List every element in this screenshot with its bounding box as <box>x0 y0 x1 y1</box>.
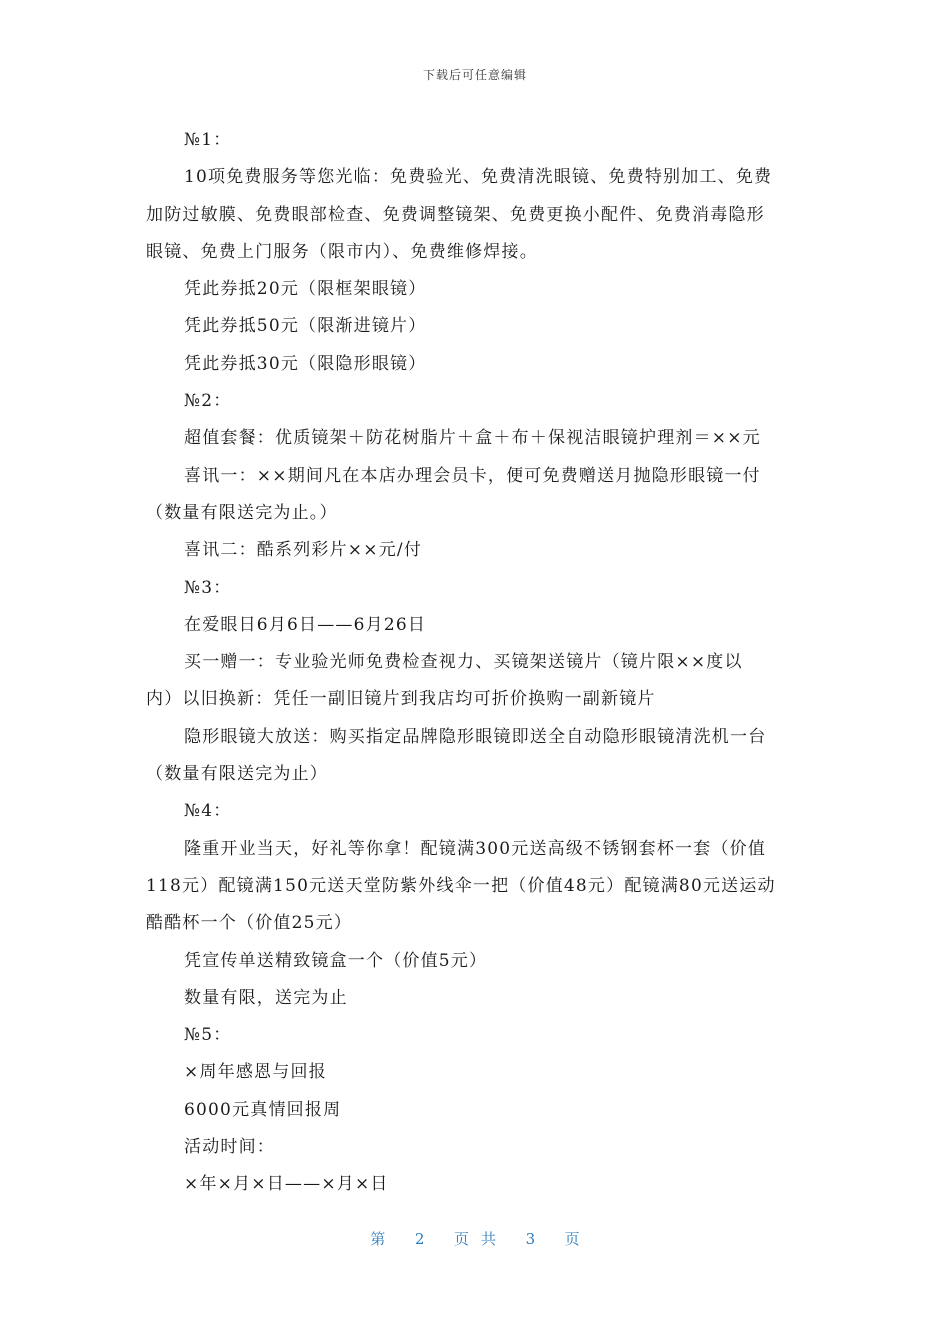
paragraph-line: 118元）配镜满150元送天堂防紫外线伞一把（价值48元）配镜满80元送运动 <box>146 875 776 896</box>
paragraph-line: 酷酷杯一个（价值25元） <box>146 913 353 934</box>
paragraph-line: 10项免费服务等您光临：免费验光、免费清洗眼镜、免费特别加工、免费 <box>184 167 773 188</box>
paragraph-line: 眼镜、免费上门服务（限市内）、免费维修焊接。 <box>146 241 538 262</box>
voucher-line: 凭此券抵50元（限渐进镜片） <box>184 316 427 337</box>
paragraph-line: 隐形眼镜大放送：购买指定品牌隐形眼镜即送全自动隐形眼镜清洗机一台 <box>184 726 767 747</box>
page-footer <box>0 1228 950 1249</box>
paragraph-line: 加防过敏膜、免费眼部检查、免费调整镜架、免费更换小配件、免费消毒隐形 <box>146 204 765 225</box>
section-heading-5: №5： <box>184 1025 232 1046</box>
voucher-line: 凭此券抵20元（限框架眼镜） <box>184 279 427 300</box>
section-heading-4: №4： <box>184 801 232 822</box>
page-suffix: 页 <box>564 1230 580 1248</box>
paragraph-line: ×年×月×日——×月×日 <box>184 1174 389 1195</box>
header-note: 下载后可任意编辑 <box>422 68 527 82</box>
paragraph-line: 在爱眼日6月6日——6月26日 <box>184 614 427 635</box>
paragraph-line: 内）以旧换新：凭任一副旧镜片到我店均可折价换购一副新镜片 <box>146 689 656 710</box>
paragraph-line: （数量有限送完为止） <box>146 764 328 785</box>
paragraph-line: 喜讯一：××期间凡在本店办理会员卡，便可免费赠送月抛隐形眼镜一付 <box>184 465 761 486</box>
page-mid: 页共 <box>453 1230 508 1248</box>
document-body <box>146 122 806 1204</box>
paragraph-line: 活动时间： <box>184 1137 275 1158</box>
paragraph-line: 凭宣传单送精致镜盒一个（价值5元） <box>184 950 488 971</box>
paragraph-line: 喜讯二：酷系列彩片××元/付 <box>184 540 423 561</box>
paragraph-line: （数量有限送完为止。） <box>146 502 338 523</box>
paragraph-line: 6000元真情回报周 <box>184 1099 342 1120</box>
paragraph-line: 超值套餐：优质镜架＋防花树脂片＋盒＋布＋保视洁眼镜护理剂＝××元 <box>184 428 761 449</box>
paragraph-line: 买一赠一：专业验光师免费检查视力、买镜架送镜片（镜片限××度以 <box>184 652 743 673</box>
paragraph-line: 隆重开业当天，好礼等你拿！配镜满300元送高级不锈钢套杯一套（价值 <box>184 838 767 859</box>
section-heading-2: №2： <box>184 391 232 412</box>
page-prefix: 第 <box>370 1230 386 1248</box>
voucher-line: 凭此券抵30元（限隐形眼镜） <box>184 353 427 374</box>
section-heading-3: №3： <box>184 577 232 598</box>
section-heading-1: №1： <box>184 130 232 150</box>
total-pages-number: 3 <box>525 1230 536 1248</box>
paragraph-line: 数量有限，送完为止 <box>184 987 348 1008</box>
current-page-number: 2 <box>414 1230 425 1248</box>
paragraph-line: ×周年感恩与回报 <box>184 1062 327 1083</box>
